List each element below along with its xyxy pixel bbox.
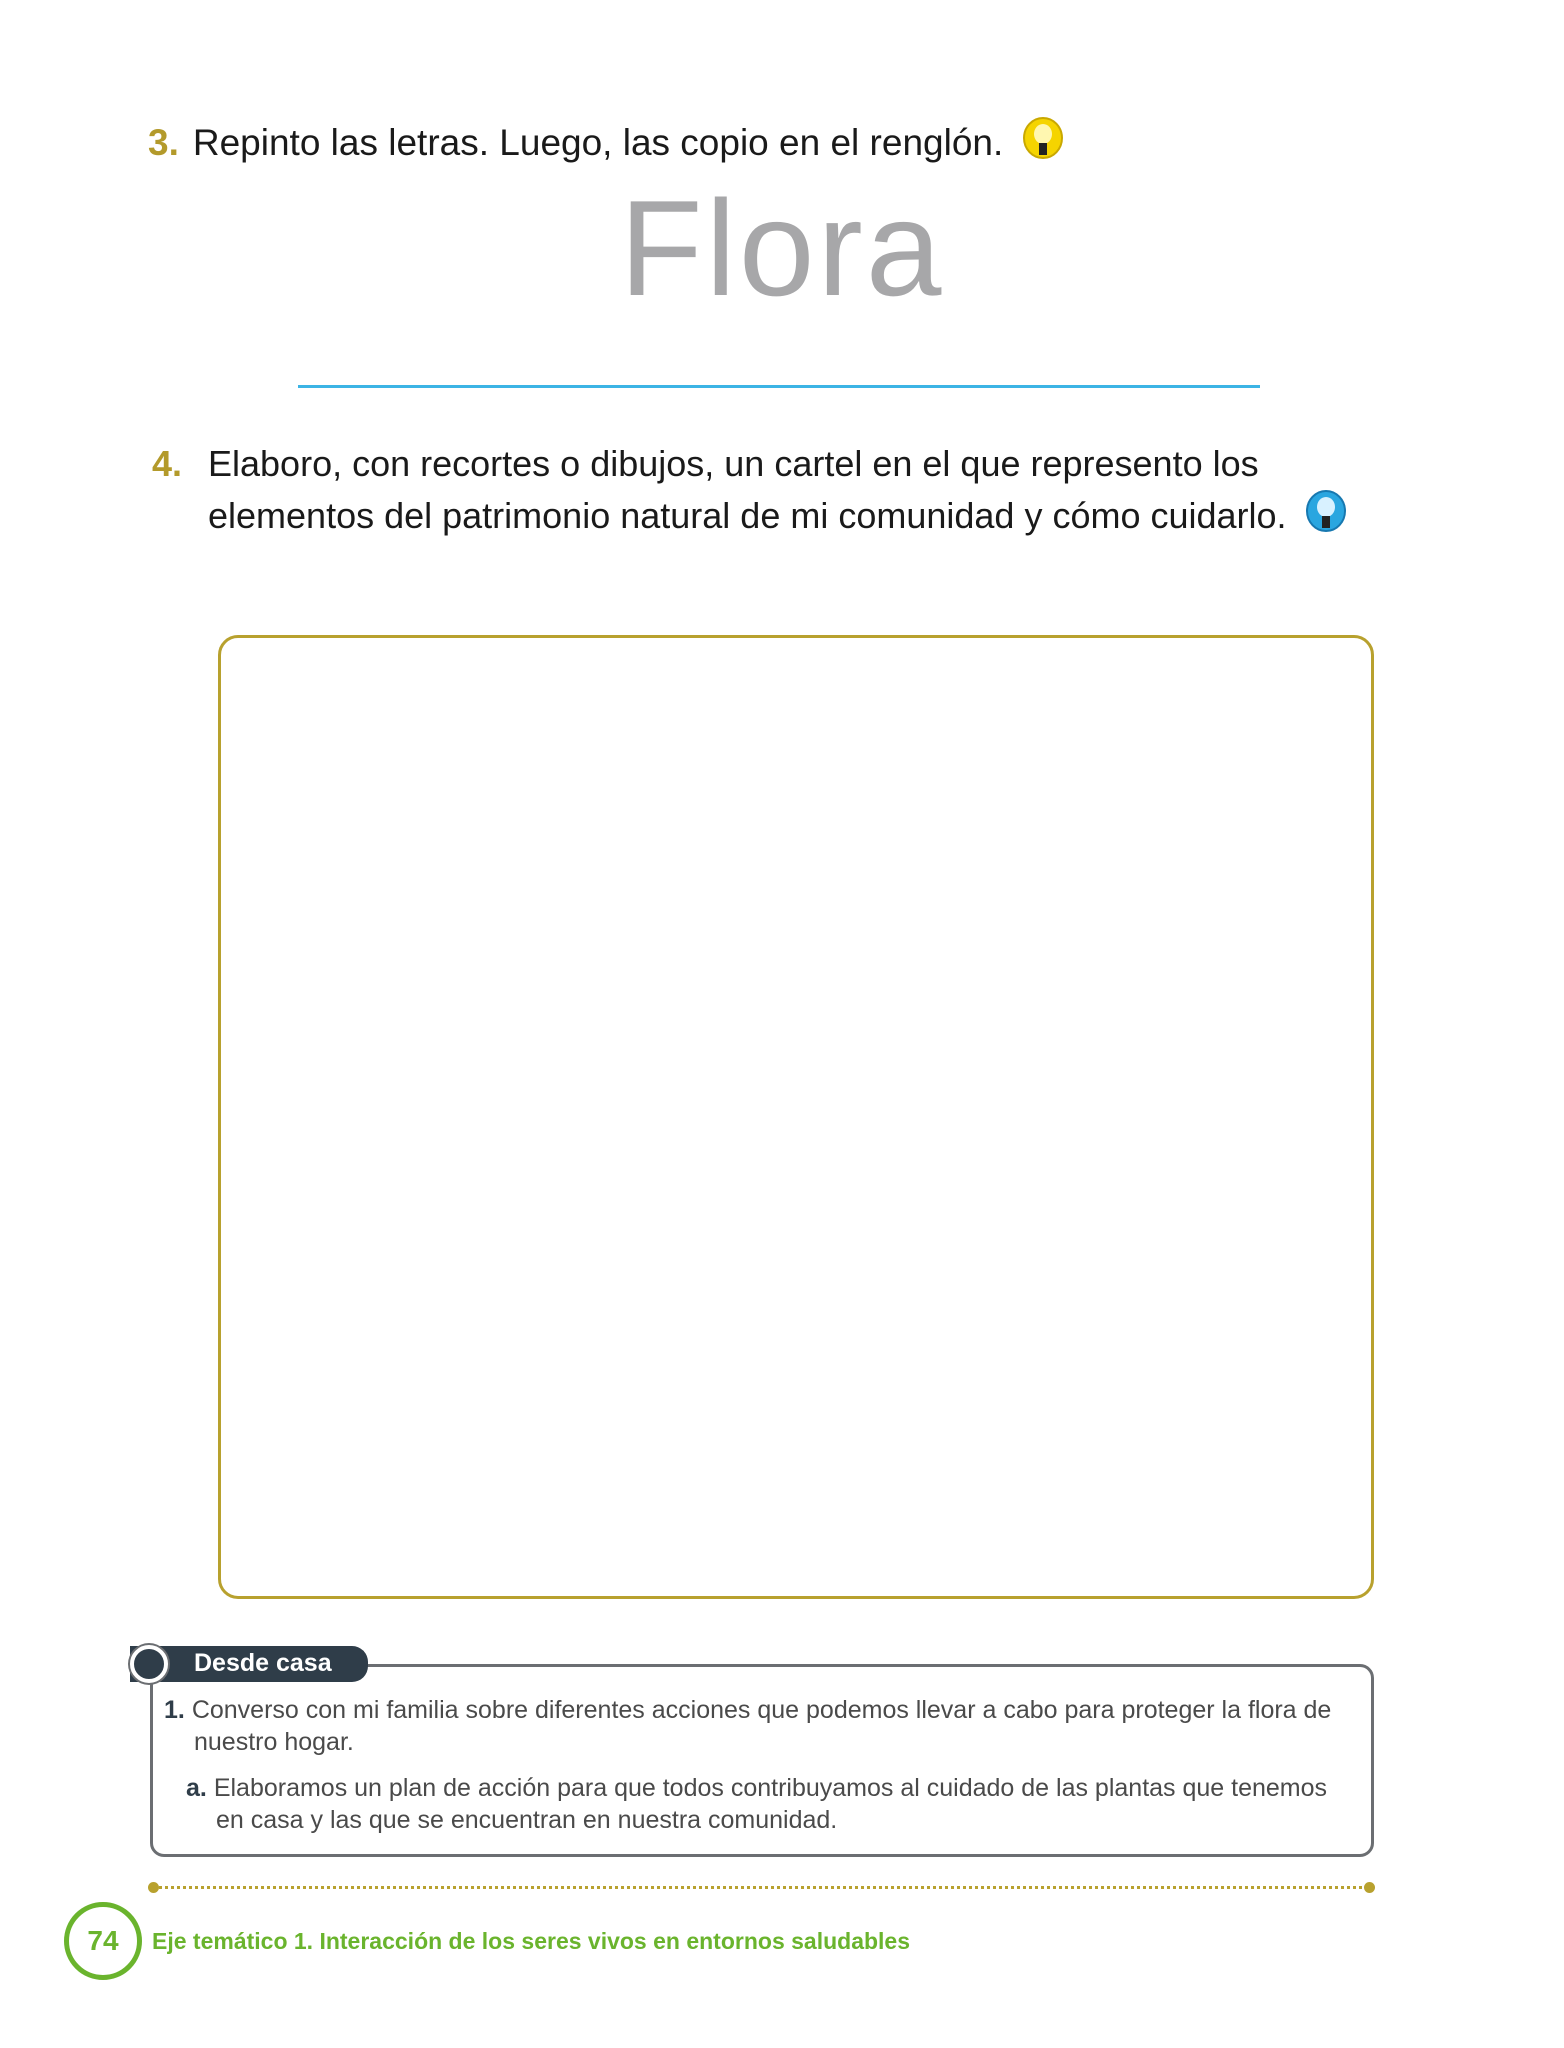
lightbulb-blue-icon xyxy=(1305,490,1347,536)
desde-casa-title: Desde casa xyxy=(194,1649,332,1677)
divider-end-dot xyxy=(1364,1882,1375,1893)
activity-number: 4. xyxy=(152,443,183,484)
activity-3-instruction xyxy=(148,117,1064,164)
instruction-text: Elaboro, con recortes o dibujos, un cartel en el que represento los elementos del patrimonio natural de mi comunidad y cómo cuidarlo. xyxy=(208,443,1287,536)
activity-number: 3. xyxy=(148,122,179,163)
activity-4-instruction xyxy=(152,438,1368,542)
item-number: a. xyxy=(186,1774,207,1802)
tab-circle-icon xyxy=(130,1645,168,1683)
item-text: Converso con mi familia sobre diferentes acciones que podemos llevar a cabo para proteger la flora de nuestro hogar. xyxy=(191,1696,1332,1756)
item-text: Elaboramos un plan de acción para que todos contribuyamos al cuidado de las plantas que tenemos en casa y las que se encuentran en nuestra comunidad. xyxy=(213,1774,1328,1834)
writing-guide-line[interactable] xyxy=(298,385,1260,388)
home-item-a xyxy=(186,1772,1346,1836)
trace-word: Flora xyxy=(619,172,945,324)
home-item-1 xyxy=(164,1694,1344,1758)
instruction-text: Repinto las letras. Luego, las copio en el renglón. xyxy=(192,122,1004,163)
divider-end-dot xyxy=(148,1882,159,1893)
item-number: 1. xyxy=(164,1696,185,1724)
lightbulb-yellow-icon xyxy=(1022,117,1064,163)
footer-section-title: Eje temático 1. Interacción de los seres vivos en entornos saludables xyxy=(152,1928,911,1954)
poster-drawing-area[interactable] xyxy=(218,635,1374,1599)
page-number: 74 xyxy=(64,1902,142,1980)
dotted-divider xyxy=(154,1886,1368,1889)
